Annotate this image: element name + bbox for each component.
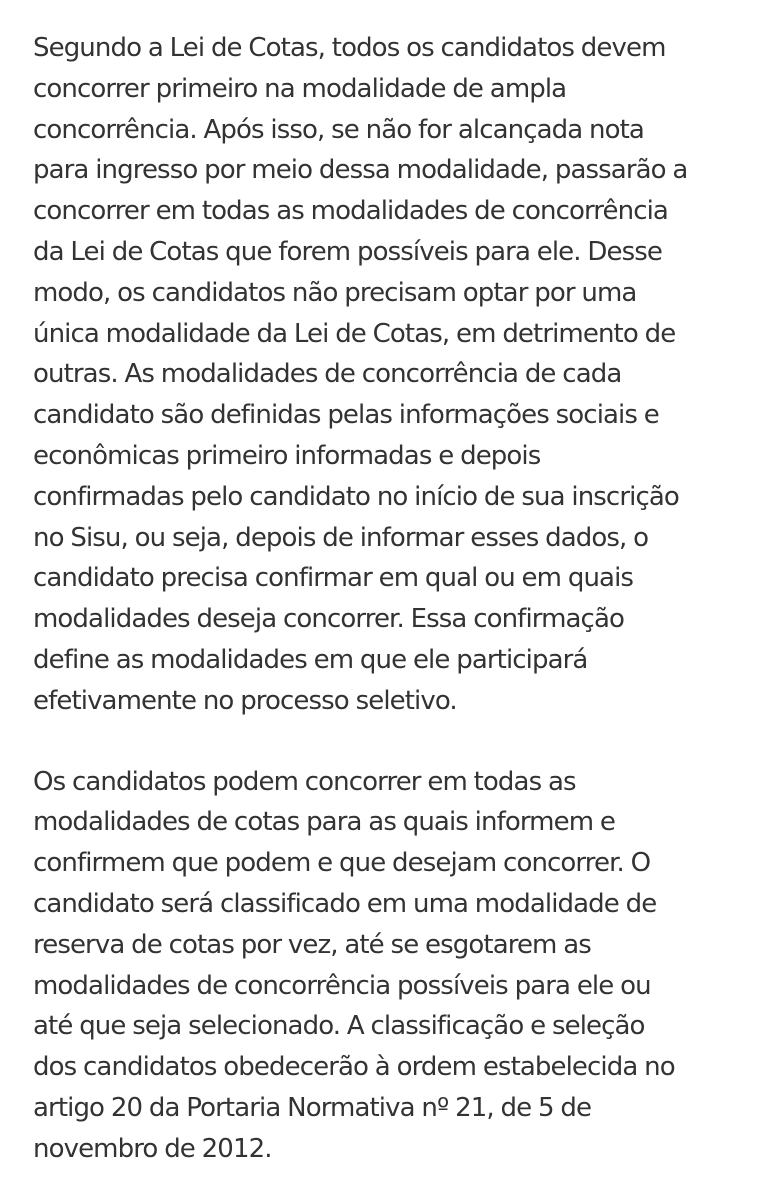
paragraph-classificacao: Os candidatos podem concorrer em todas as modalidades de cotas para as quais informem e confirmem que podem e que desejam concorrer. O candidato será classificado em uma modalidade de reserva de cotas por vez, até se esgotarem as modalidades de concorrência possíveis para ele ou até que seja selecionado. A classificação e seleção dos candidatos obedecerão à ordem estabelecida no artigo 20 da Portaria Normativa nº 21, de 5 de novembro de 2012.: [33, 766, 675, 1164]
paragraph-lei-de-cotas: Segundo a Lei de Cotas, todos os candidatos devem concorrer primeiro na modalidade de ampla concorrência. Após isso, se não for alcançada nota para ingresso por meio dessa modalidade, passarão a concorrer em todas as modalidades de concorrência da Lei de Cotas que forem possíveis para ele. Desse modo, os candidatos não precisam optar por uma única modalidade da Lei de Cotas, em detrimento de outras. As modalidades de concorrência de cada candidato são definidas pelas informações sociais e econômicas primeiro informadas e depois confirmadas pelo candidato no início de sua inscrição no Sisu, ou seja, depois de informar esses dados, o candidato precisa confirmar em qual ou em quais modalidades deseja concorrer. Essa confirmação define as modalidades em que ele participará efetivamente no processo seletivo.: [33, 33, 688, 716]
article-body: [33, 28, 743, 1170]
